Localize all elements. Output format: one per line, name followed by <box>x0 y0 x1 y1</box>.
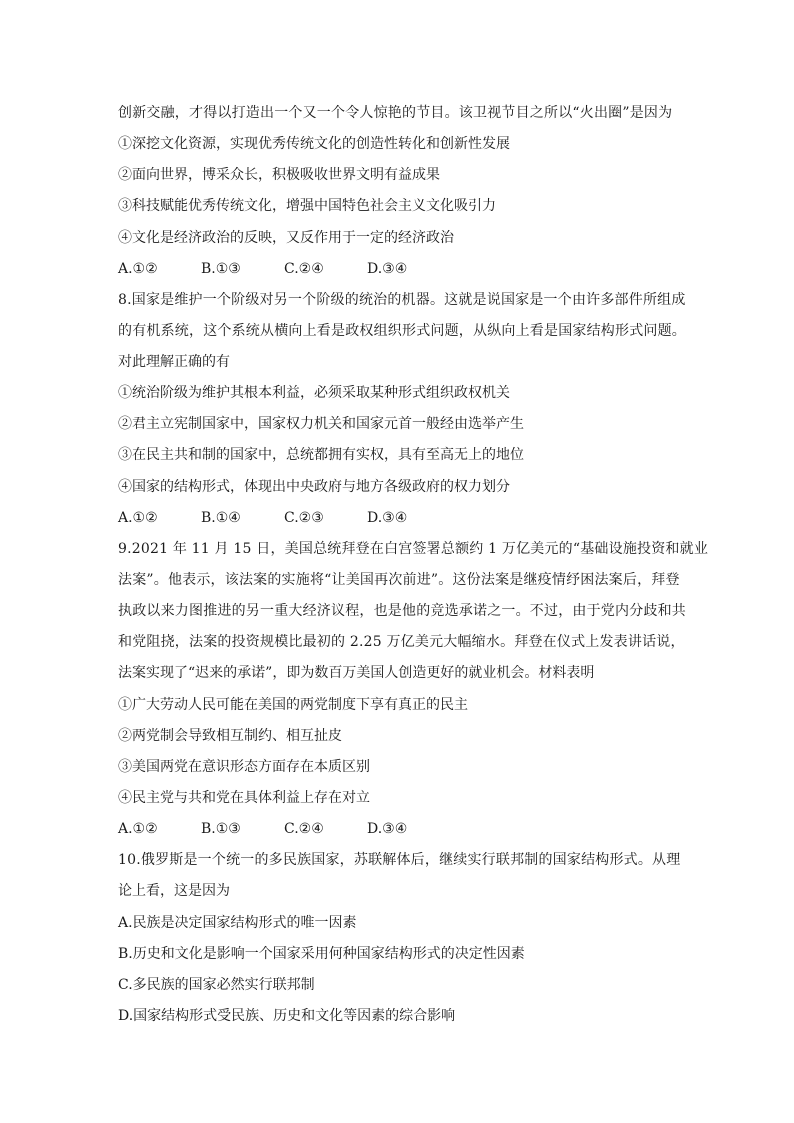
q8-stem-line-3: 对此理解正确的有 <box>118 354 230 370</box>
q9-item-3: ③美国两党在意识形态方面存在本质区别 <box>118 759 370 775</box>
q8-item-2: ②君主立宪制国家中，国家权力机关和国家元首一般经由选举产生 <box>118 416 524 432</box>
q7-item-1: ①深挖文化资源，实现优秀传统文化的创造性转化和创新性发展 <box>118 136 510 152</box>
q9-option-d: D.③④ <box>367 821 408 837</box>
q10-stem-line-2: 论上看，这是因为 <box>118 883 230 899</box>
q9-options <box>118 819 450 839</box>
q7-stem-line: 创新交融，才得以打造出一个又一个令人惊艳的节目。该卫视节目之所以“火出圈”是因为 <box>118 105 673 121</box>
q9-stem-line-4: 和党阻挠，法案的投资规模比最初的 2.25 万亿美元大幅缩水。拜登在仪式上发表讲话说， <box>118 634 685 650</box>
q7-option-b: B.①③ <box>201 261 241 277</box>
q7-options <box>118 259 450 279</box>
q9-stem-line-5: 法案实现了“迟来的承诺”，即为数百万美国人创造更好的就业机会。材料表明 <box>118 665 595 681</box>
q8-options <box>118 508 450 528</box>
q7-option-c: C.②④ <box>284 261 324 277</box>
q8-item-4: ④国家的结构形式，体现出中央政府与地方各级政府的权力划分 <box>118 479 510 495</box>
q7-option-a: A.①② <box>118 261 158 277</box>
q7-option-d: D.③④ <box>367 261 408 277</box>
q10-choice-c: C.多民族的国家必然实行联邦制 <box>118 977 315 993</box>
q8-item-3: ③在民主共和制的国家中，总统都拥有实权，具有至高无上的地位 <box>118 447 524 463</box>
q8-stem-line-1: 8.国家是维护一个阶级对另一个阶级的统治的机器。这就是说国家是一个由许多部件所组成 <box>118 292 686 308</box>
q8-option-a: A.①② <box>118 510 158 526</box>
q9-option-a: A.①② <box>118 821 158 837</box>
q8-option-c: C.②③ <box>284 510 324 526</box>
q9-stem-line-3: 执政以来力图推进的另一重大经济议程，也是他的竞选承诺之一。不过，由于党内分歧和共 <box>118 603 686 619</box>
q9-stem-line-1: 9.2021 年 11 月 15 日，美国总统拜登在白宫签署总额约 1 万亿美元的“基础设施投资和就业 <box>118 541 709 557</box>
q9-option-b: B.①③ <box>201 821 241 837</box>
q8-option-d: D.③④ <box>367 510 408 526</box>
q8-stem-line-2: 的有机系统，这个系统从横向上看是政权组织形式问题，从纵向上看是国家结构形式问题。 <box>118 323 686 339</box>
q9-item-4: ④民主党与共和党在具体利益上存在对立 <box>118 790 370 806</box>
q8-option-b: B.①④ <box>201 510 241 526</box>
q10-choice-a: A.民族是决定国家结构形式的唯一因素 <box>118 915 357 931</box>
q9-item-1: ①广大劳动人民可能在美国的两党制度下享有真正的民主 <box>118 697 468 713</box>
q9-option-c: C.②④ <box>284 821 324 837</box>
q7-item-2: ②面向世界，博采众长，积极吸收世界文明有益成果 <box>118 167 440 183</box>
q10-choice-b: B.历史和文化是影响一个国家采用何种国家结构形式的决定性因素 <box>118 946 525 962</box>
q8-item-1: ①统治阶级为维护其根本利益，必须采取某种形式组织政权机关 <box>118 385 510 401</box>
q10-stem-line-1: 10.俄罗斯是一个统一的多民族国家，苏联解体后，继续实行联邦制的国家结构形式。从理 <box>118 852 681 868</box>
q9-stem-line-2: 法案”。他表示，该法案的实施将“让美国再次前进”。这份法案是继疫情纾困法案后，拜登 <box>118 572 680 588</box>
q7-item-4: ④文化是经济政治的反映，又反作用于一定的经济政治 <box>118 230 454 246</box>
q7-item-3: ③科技赋能优秀传统文化，增强中国特色社会主义文化吸引力 <box>118 198 496 214</box>
q10-choice-d: D.国家结构形式受民族、历史和文化等因素的综合影响 <box>118 1008 456 1024</box>
q9-item-2: ②两党制会导致相互制约、相互扯皮 <box>118 728 342 744</box>
